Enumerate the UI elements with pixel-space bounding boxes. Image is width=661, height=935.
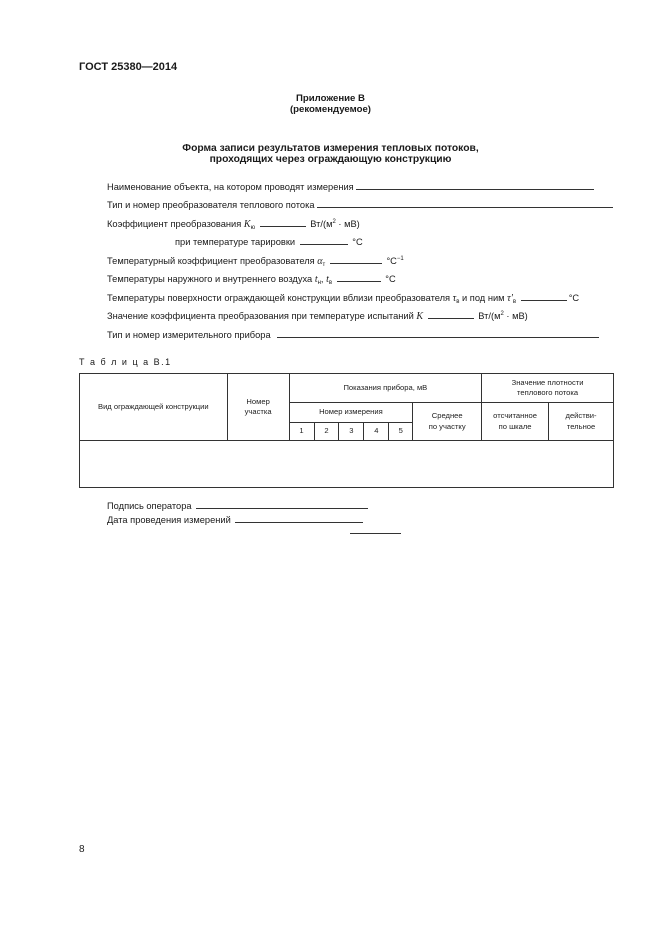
field-calib-temp	[175, 236, 363, 247]
average-line2: по участку	[428, 421, 466, 431]
test-coeff-symbol: K	[416, 311, 424, 322]
conv-coeff-sub: ю	[250, 225, 256, 231]
table-empty-body	[80, 441, 614, 488]
temp-coeff-symbol: α	[317, 256, 323, 267]
col-header-construction-type: Вид ограждающей конструкции	[80, 374, 228, 441]
test-coeff-unit-pre: Вт/(м	[478, 311, 501, 321]
test-coeff-unit-sup: 2	[500, 311, 504, 317]
form-title-line1: Форма записи результатов измерения тепловых потоков,	[182, 143, 479, 154]
measurement-table	[79, 373, 614, 488]
average-line1: Среднее	[431, 411, 463, 421]
air-temps-sep: ,	[320, 274, 327, 284]
col-header-section-number	[227, 374, 289, 441]
field-instrument-label: Тип и номер измерительного прибора	[107, 330, 271, 340]
measure-number-3: 3	[339, 423, 364, 441]
field-surface-temps	[107, 292, 579, 305]
operator-signature-label: Подпись оператора	[107, 501, 192, 511]
surface-temp-under-sub: в	[512, 299, 517, 305]
field-conv-coeff	[107, 218, 360, 231]
scale-reading-line2: по шкале	[498, 421, 532, 431]
actual-line1: действи-	[565, 411, 597, 421]
temp-coeff-unit-sup: −1	[396, 256, 404, 262]
field-transducer-type-label: Тип и номер преобразователя теплового потока	[107, 200, 315, 210]
air-temps-unit: °С	[385, 274, 396, 284]
col-header-density	[482, 374, 614, 403]
appendix-title: Приложение В	[296, 93, 365, 104]
appendix-subtitle: (рекомендуемое)	[289, 104, 371, 115]
calib-temp-unit: °С	[352, 237, 363, 247]
col-header-scale-reading	[482, 403, 549, 441]
operator-signature-blank	[196, 500, 368, 509]
test-coeff-unit-post: · мВ)	[503, 311, 528, 321]
calib-temp-blank	[300, 236, 348, 245]
surface-temps-mid: и под ним	[462, 293, 505, 303]
air-temp-inner-symbol: t	[326, 274, 329, 285]
surface-temp-symbol: τ	[452, 293, 457, 304]
calib-temp-label: при температуре тарировки	[175, 237, 296, 247]
air-temp-outer-symbol: t	[314, 274, 318, 285]
density-line2: теплового потока	[517, 388, 579, 397]
test-coeff-blank	[428, 310, 474, 319]
conv-coeff-symbol: K	[243, 219, 251, 230]
col-header-actual	[549, 403, 614, 441]
end-rule	[350, 533, 401, 534]
temp-coeff-unit: °С	[386, 256, 397, 266]
page-number: 8	[79, 844, 85, 855]
actual-line2: тельное	[566, 421, 596, 431]
col-header-readings: Показания прибора, мВ	[289, 374, 482, 403]
temp-coeff-sub: т	[322, 262, 326, 268]
field-transducer-type	[107, 199, 615, 210]
field-object-name	[107, 181, 596, 192]
measurement-date-label: Дата проведения измерений	[107, 515, 231, 525]
surface-temp-under-symbol: τ′	[507, 293, 513, 304]
field-object-name-label: Наименование объекта, на котором проводят измерения	[107, 182, 354, 192]
surface-temps-unit: °С	[568, 293, 580, 303]
surface-temps-blank	[521, 292, 567, 301]
table-caption: Т а б л и ц а В.1	[79, 357, 172, 367]
measurement-date	[107, 514, 365, 525]
surface-temp-sub: в	[456, 299, 460, 305]
scale-reading-line1: отсчитанное	[493, 411, 537, 421]
surface-temps-label: Температуры поверхности ограждающей конструкции вблизи преобразователя	[107, 293, 451, 303]
conv-coeff-unit-pre: Вт/(м	[310, 219, 333, 229]
field-air-temps	[107, 273, 396, 286]
standard-header: ГОСТ 25380—2014	[79, 61, 178, 73]
air-temp-inner-sub: в	[328, 280, 333, 286]
measure-number-5: 5	[389, 423, 413, 441]
field-object-name-blank	[356, 181, 594, 190]
field-transducer-type-blank	[317, 199, 613, 208]
field-test-coeff	[107, 310, 528, 322]
field-instrument	[107, 329, 601, 340]
section-number-line2: участка	[244, 407, 272, 416]
measure-number-4: 4	[364, 423, 389, 441]
air-temps-label: Температуры наружного и внутреннего воздуха	[107, 274, 313, 284]
air-temp-outer-sub: н	[317, 280, 321, 286]
form-title-line2: проходящих через ограждающую конструкцию	[209, 154, 452, 165]
test-coeff-label: Значение коэффициента преобразования при температуре испытаний	[107, 311, 414, 321]
col-header-measure-number: Номер измерения	[289, 403, 413, 423]
conv-coeff-unit-sup: 2	[332, 219, 336, 225]
col-header-average	[413, 403, 482, 441]
temp-coeff-label: Температурный коэффициент преобразователя	[107, 256, 315, 266]
measure-number-1: 1	[289, 423, 314, 441]
conv-coeff-label: Коэффициент преобразования	[107, 219, 242, 229]
section-number-line1: Номер	[246, 396, 270, 406]
conv-coeff-blank	[260, 218, 306, 227]
field-instrument-blank	[277, 329, 599, 338]
operator-signature	[107, 500, 370, 511]
air-temps-blank	[337, 273, 381, 282]
conv-coeff-unit-post: · мВ)	[335, 219, 360, 229]
measure-number-2: 2	[314, 423, 339, 441]
temp-coeff-blank	[330, 255, 382, 264]
measurement-date-blank	[235, 514, 363, 523]
density-line1: Значение плотности	[511, 377, 584, 387]
field-temp-coeff	[107, 255, 404, 268]
